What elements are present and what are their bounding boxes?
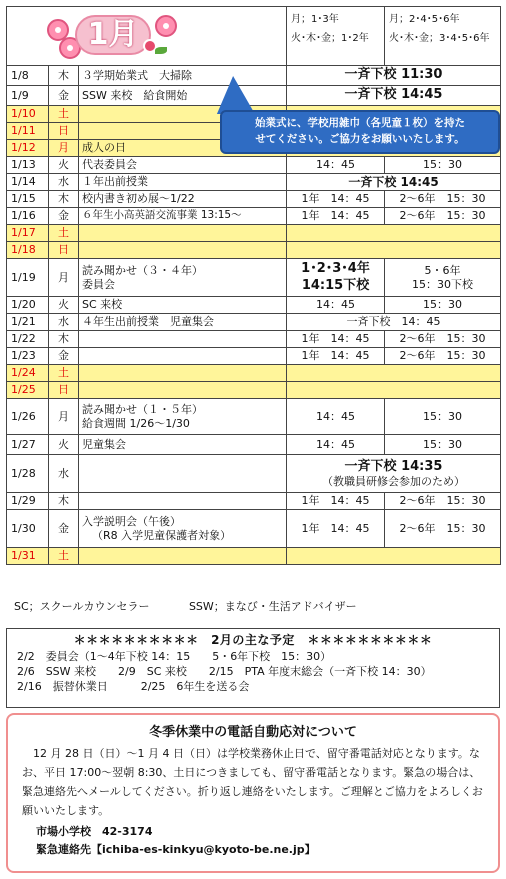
school-phone: 市場小学校 42-3174 <box>36 825 153 838</box>
january-schedule-table <box>6 6 501 565</box>
header-col-group-b: 月；2･4･5･6年 火･木･金；3･4･5･6年 <box>385 7 501 66</box>
month-title: 1月 <box>87 17 139 52</box>
sc-note: SC；スクールカウンセラー <box>14 600 150 613</box>
table-row: 1/15 木 校内書き初め展～1/22 1年 14：45 2～6年 15：30 <box>7 191 501 208</box>
table-row: 1/10 土 <box>7 106 501 123</box>
table-row: 1/25 日 <box>7 382 501 399</box>
table-row: 1/12 月 成人の日 <box>7 140 501 157</box>
table-row: 1/13 火 代表委員会 14：45 15：30 <box>7 157 501 174</box>
table-row: 1/27 火 児童集会 14：45 15：30 <box>7 435 501 455</box>
table-row: 1/18 日 <box>7 242 501 259</box>
table-row: 1/22 木 1年 14：45 2～6年 15：30 <box>7 331 501 348</box>
emergency-email[interactable]: 緊急連絡先【ichiba-es-kinkyu@kyoto-be.ne.jp】 <box>36 843 316 856</box>
table-row: 1/9 金 SSW 来校 給食開始 一斉下校 14:45 <box>7 86 501 106</box>
abbreviation-notes <box>14 598 393 614</box>
table-row: 1/30 金 入学説明会（午後） （R8 入学児童保護者対象） 1年 14：45 2～6年 15：30 <box>7 510 501 548</box>
sakura-flower-icon <box>155 15 177 37</box>
table-row: 1/23 金 1年 14：45 2～6年 15：30 <box>7 348 501 365</box>
table-row: 1/14 水 １年出前授業 一斉下校 14:45 <box>7 174 501 191</box>
callout-box: 始業式に、学校用雑巾（各児童１枚）を持た せてください。ご協力をお願いいたします。 <box>220 110 500 154</box>
february-schedule <box>6 628 500 708</box>
header-row <box>7 7 501 66</box>
february-line: 2/2 委員会（1～4年下校 14：15 5・6年下校 15：30） <box>17 650 332 663</box>
february-line: 2/16 振替休業日 2/25 6年生を送る会 <box>17 680 250 693</box>
month-badge <box>7 7 286 65</box>
header-col-group-a: 月；1･3年 火･木･金；1･2年 <box>287 7 385 66</box>
table-row: 1/28 水 一斉下校 14:35 （教職員研修会参加のため） <box>7 455 501 493</box>
table-row: 1/19 月 読み聞かせ（３・４年） 委員会 1･2･3･4年 14:15下校 5・6年 15：30下校 <box>7 259 501 297</box>
phone-notice <box>6 713 500 873</box>
phone-notice-title: 冬季休業中の電話自動応対について <box>149 725 357 740</box>
phone-notice-body: 12 月 28 日（日）～1 月 4 日（日）は学校業務休止日で、留守番電話対応となります。なお、平日 17:00～翌朝 8:30、土日につきましても、留守番電話となります。緊急の場合は、緊急連絡先へメールしてください。折り返し連絡をいたします。ご理解とご協力をよろしくお願いいたします。 <box>22 747 483 817</box>
table-row: 1/21 水 ４年生出前授業 児童集会 一斉下校 14：45 <box>7 314 501 331</box>
table-row: 1/26 月 読み聞かせ（１・５年） 給食週間 1/26～1/30 14：45 15：30 <box>7 399 501 435</box>
table-row: 1/31 土 <box>7 548 501 565</box>
table-row: 1/20 火 SC 来校 14：45 15：30 <box>7 297 501 314</box>
leaf-icon <box>155 47 167 54</box>
february-title: ＊＊＊＊＊＊＊＊＊＊ 2月の主な予定 ＊＊＊＊＊＊＊＊＊＊ <box>73 633 433 647</box>
table-row: 1/11 日 <box>7 123 501 140</box>
february-line: 2/6 SSW 来校 2/9 SC 来校 2/15 PTA 年度末総会（一斉下校 14：30） <box>17 665 432 678</box>
table-row: 1/16 金 ６年生小高英語交流事業 13:15～ 1年 14：45 2～6年 15：30 <box>7 208 501 225</box>
table-row: 1/8 木 ３学期始業式 大掃除 一斉下校 11:30 <box>7 66 501 86</box>
ssw-note: SSW；まなび・生活アドバイザー <box>188 600 357 613</box>
table-row: 1/17 土 <box>7 225 501 242</box>
table-row: 1/29 木 1年 14：45 2～6年 15：30 <box>7 493 501 510</box>
table-row: 1/24 土 <box>7 365 501 382</box>
